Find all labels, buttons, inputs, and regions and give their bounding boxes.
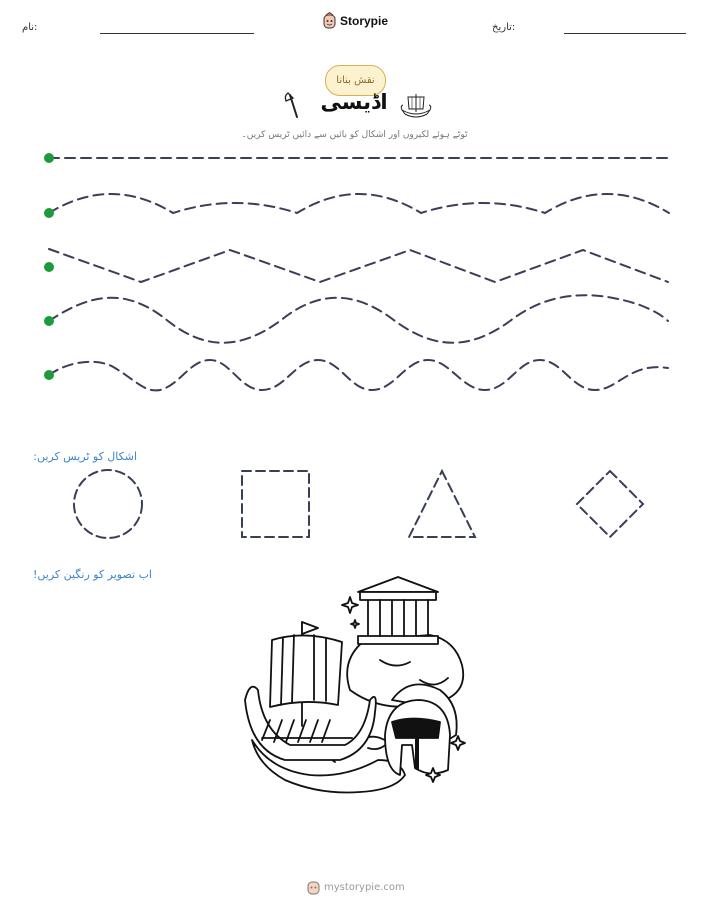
sparkle-icon xyxy=(451,736,465,750)
temple-base xyxy=(358,636,438,644)
category-badge: نقش بنانا xyxy=(325,65,386,96)
instruction-text: ٹوٹے ہوئے لکیروں اور اشکال کو بائیں سے دائیں ٹریس کریں۔ xyxy=(241,130,468,140)
footer xyxy=(307,880,405,895)
brand-name: Storypie xyxy=(340,13,389,28)
temple-roof xyxy=(358,577,438,592)
temple-beam xyxy=(360,592,436,600)
sparkle-icon xyxy=(351,620,359,628)
footer-url[interactable]: mystorypie.com xyxy=(324,882,405,893)
shapes-label: اشکال کو ٹریس کریں: xyxy=(33,450,137,463)
sparkle-icon xyxy=(342,597,358,613)
storypie-logo-icon xyxy=(307,880,320,895)
page-title: اڈیسی xyxy=(320,90,388,114)
name-label: نام: xyxy=(22,22,38,33)
coloring-label: اب تصویر کو رنگین کریں! xyxy=(32,568,152,581)
helmet-visor xyxy=(392,719,440,739)
date-label: تاریخ: xyxy=(492,22,516,33)
ship-flag xyxy=(302,622,318,634)
